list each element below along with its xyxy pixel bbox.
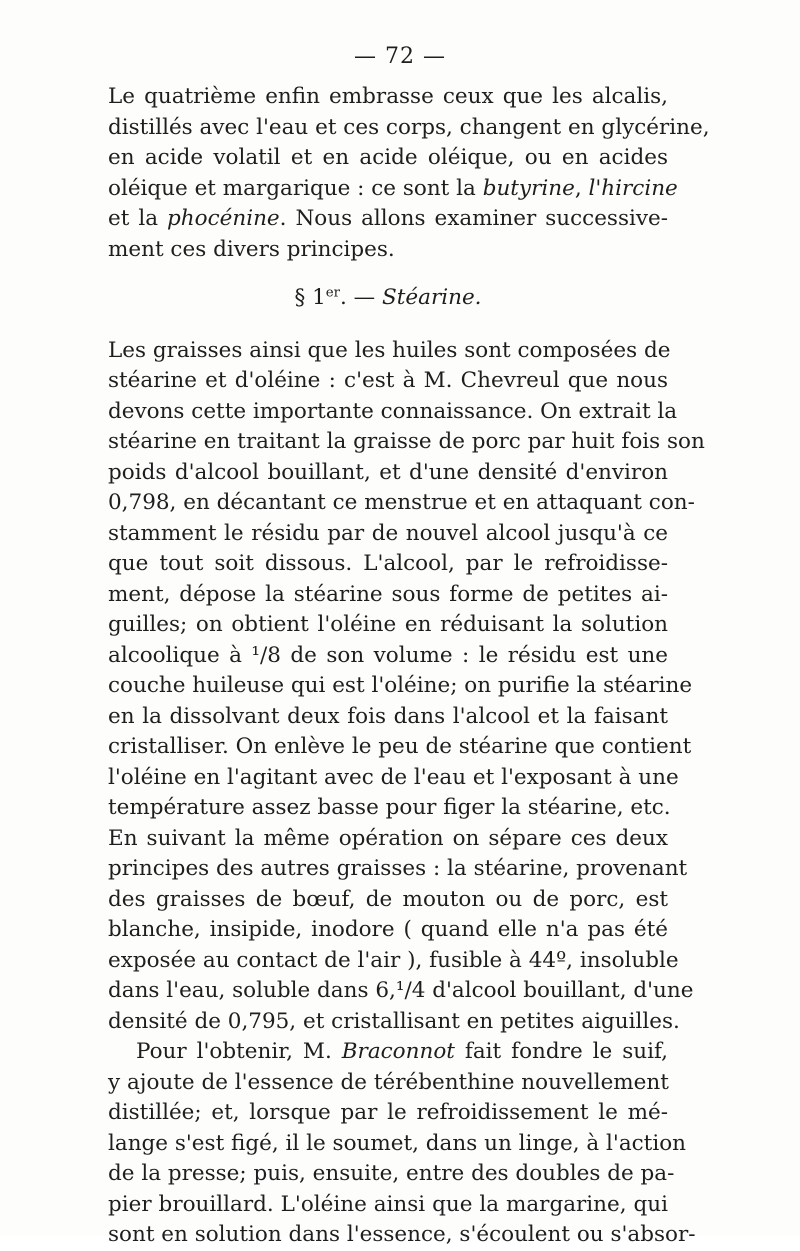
section-title: Stéarine. <box>382 285 482 310</box>
section-number: § 1 <box>294 285 326 310</box>
text-line: distillée; et, lorsque par le refroidissement le mé- <box>108 1100 668 1125</box>
section-separator: . — <box>340 285 383 310</box>
text-line <box>108 204 668 235</box>
section-heading <box>108 283 668 314</box>
text-line <box>108 174 678 205</box>
text-line: 0,798, en décantant ce menstrue et en attaquant con- <box>108 490 695 515</box>
text-run: . Nous allons examiner successive- <box>279 206 668 231</box>
text-run: fait fondre le suif, <box>454 1039 668 1064</box>
text-run: et la <box>108 206 168 231</box>
section-number-suffix: er <box>325 285 341 301</box>
paragraph-stearine <box>108 336 705 1038</box>
text-line: ment, dépose la stéarine sous forme de petites ai- <box>108 581 668 607</box>
page-number: — 72 — <box>354 44 446 69</box>
paragraph-intro <box>108 82 710 265</box>
term-butyrine: butyrine <box>482 175 575 201</box>
text-line: ment ces divers principes. <box>108 236 395 262</box>
text-line: devons cette importante connaissance. On extrait la <box>108 398 678 424</box>
text-line: pier brouillard. L'oléine ainsi que la margarine, qui <box>108 1191 668 1217</box>
text-line: lange s'est figé, il le soumet, dans un linge, à l'action <box>108 1130 686 1156</box>
text-line: poids d'alcool bouillant, et d'une densité d'environ <box>108 459 668 485</box>
text-line: l'oléine en l'agitant avec de l'eau et l'exposant à une <box>108 764 679 790</box>
text-line: en la dissolvant deux fois dans l'alcool et la faisant <box>108 703 668 729</box>
text-line: que tout soit dissous. L'alcool, par le refroidisse- <box>108 551 668 576</box>
text-line: blanche, insipide, inodore ( quand elle n'a pas été <box>108 917 668 942</box>
term-hircine: l'hircine <box>588 175 678 201</box>
text-line: densité de 0,795, et cristallisant en petites aiguilles. <box>108 1008 680 1034</box>
text-line: principes des autres graisses : la stéarine, provenant <box>108 856 688 881</box>
text-line: de la presse; puis, ensuite, entre des doubles de pa- <box>108 1161 675 1186</box>
text-run: , <box>574 175 589 201</box>
term-phocenine: phocénine <box>167 206 280 231</box>
text-line: des graisses de bœuf, de mouton ou de porc, est <box>108 886 668 912</box>
text-line: cristalliser. On enlève le peu de stéarine que contient <box>108 734 692 759</box>
text-line: stéarine et d'oléine : c'est à M. Chevreul que nous <box>108 368 668 393</box>
text-line: sont en solution dans l'essence, s'écoulent ou s'absor- <box>108 1222 696 1247</box>
text-line: distillés avec l'eau et ces corps, changent en glycérine, <box>108 114 710 140</box>
page-body <box>108 82 710 1251</box>
text-line: exposée au contact de l'air ), fusible à 44º, insoluble <box>108 947 679 973</box>
text-line: température assez basse pour figer la stéarine, etc. <box>108 795 671 820</box>
text-line: en acide volatil et en acide oléique, ou en acides <box>108 145 668 170</box>
text-line: stéarine en traitant la graisse de porc par huit fois son <box>108 429 705 454</box>
text-line: Les graisses ainsi que les huiles sont composées de <box>108 337 671 363</box>
text-run: oléique et margarique : ce sont la <box>108 175 483 201</box>
text-line: En suivant la même opération on sépare ces deux <box>108 825 668 851</box>
text-run: Pour l'obtenir, M. <box>136 1039 342 1064</box>
paragraph-braconnot <box>108 1037 696 1251</box>
text-line: y ajoute de l'essence de térébenthine nouvellement <box>108 1069 669 1095</box>
author-name: Braconnot <box>341 1039 455 1064</box>
text-line: guilles; on obtient l'oléine en réduisant la solution <box>108 612 668 637</box>
text-line: alcoolique à ¹/8 de son volume : le résidu est une <box>108 642 668 668</box>
text-line <box>108 1037 668 1068</box>
text-line: Le quatrième enfin embrasse ceux que les alcalis, <box>108 84 668 109</box>
text-line: couche huileuse qui est l'oléine; on purifie la stéarine <box>108 673 693 698</box>
text-line: stamment le résidu par de nouvel alcool jusqu'à ce <box>108 520 668 546</box>
text-line: dans l'eau, soluble dans 6,¹/4 d'alcool bouillant, d'une <box>108 978 694 1003</box>
